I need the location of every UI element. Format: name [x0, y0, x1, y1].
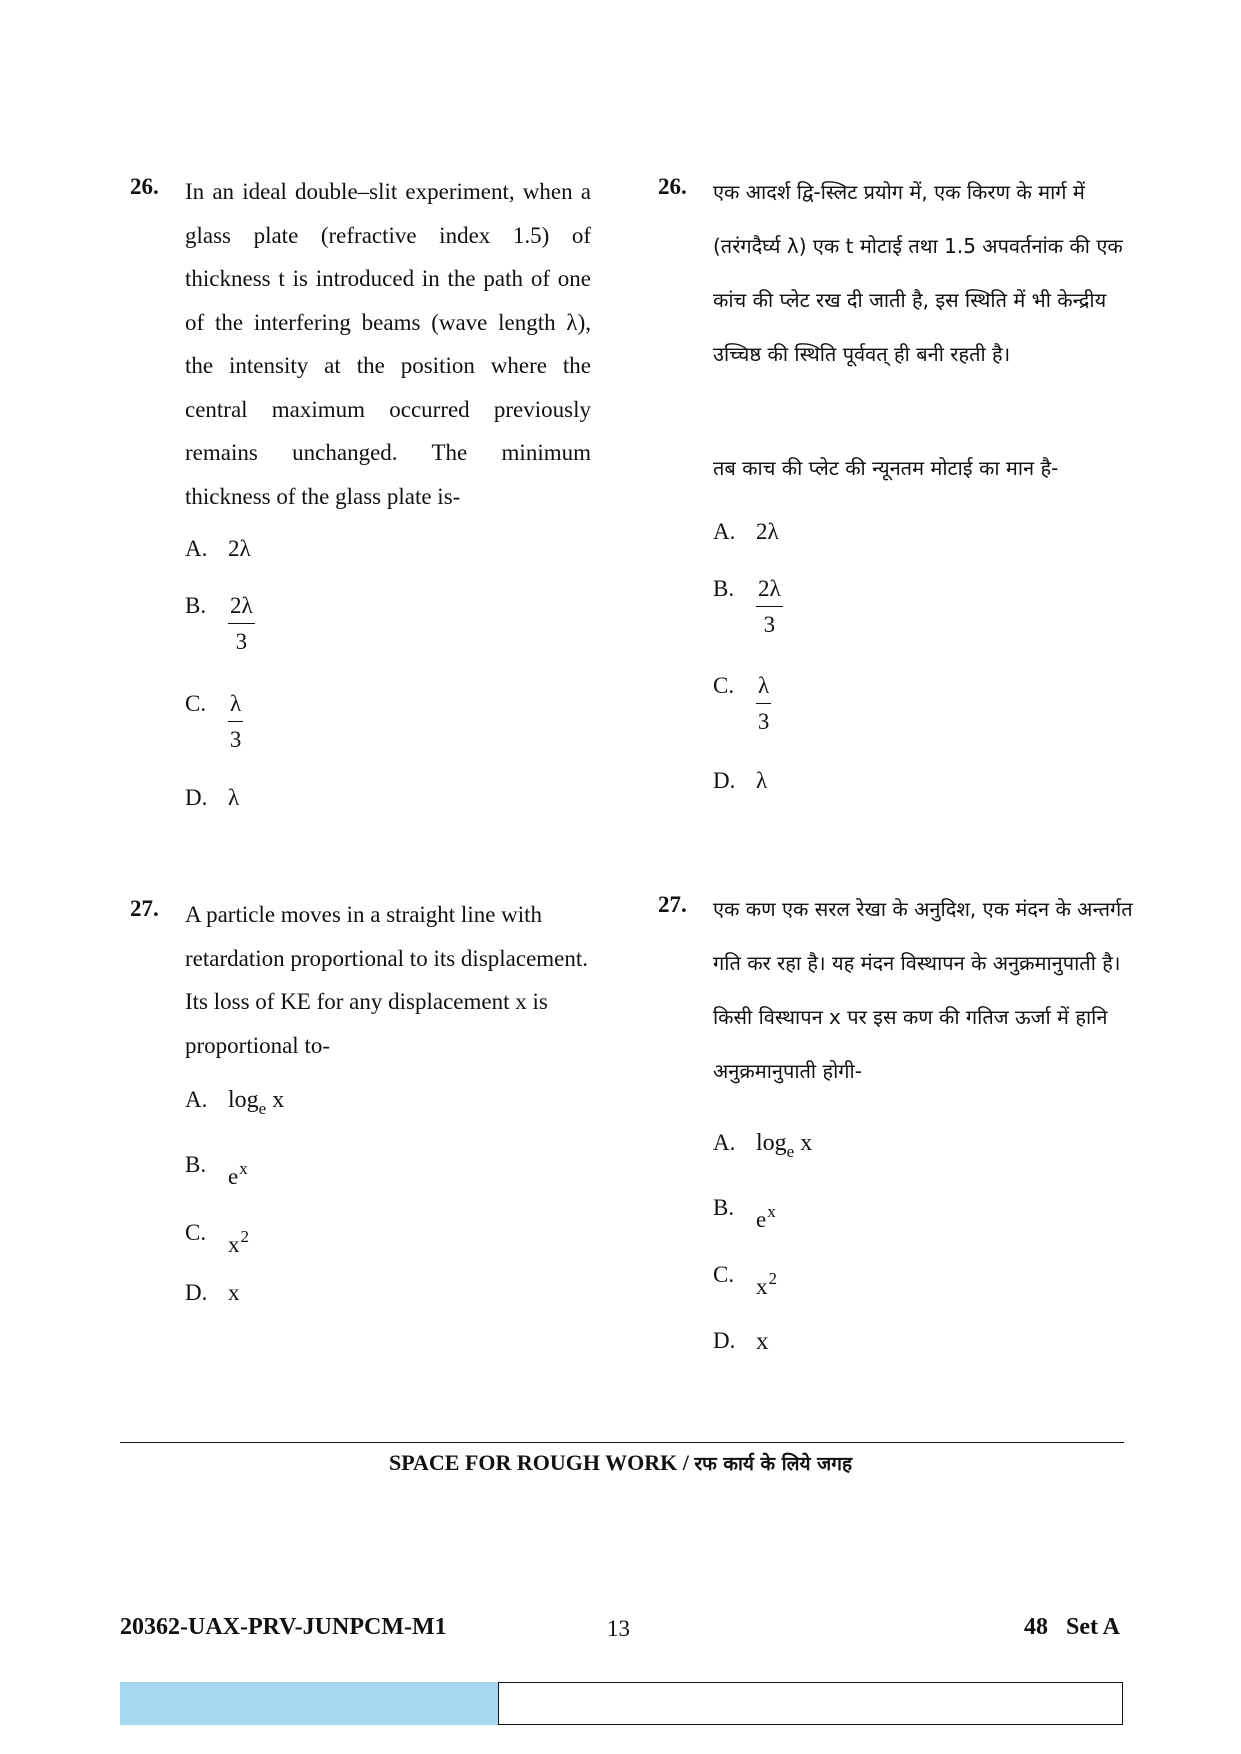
math-superscript: x	[239, 1159, 248, 1178]
option-value	[756, 1130, 813, 1161]
rough-work-hindi: रफ कार्य के लिये जगह	[694, 1453, 853, 1475]
option-value	[228, 1087, 285, 1118]
option-value: x	[756, 1328, 769, 1355]
option-label: D.	[713, 1328, 736, 1353]
option-label: A.	[713, 1130, 736, 1155]
set-label: 48 Set A	[1024, 1614, 1120, 1640]
page-number: 13	[607, 1616, 630, 1641]
fraction	[228, 691, 243, 753]
fraction-numerator: 2λ	[228, 593, 255, 624]
option-label: A.	[185, 536, 208, 561]
math-base: e	[756, 1207, 767, 1232]
math-superscript: 2	[768, 1269, 777, 1288]
paper-code: 20362-UAX-PRV-JUNPCM-M1	[120, 1614, 447, 1640]
option-label: C.	[185, 1220, 207, 1245]
fraction-denominator: 3	[763, 612, 776, 637]
option-label: B.	[713, 1195, 735, 1220]
question-text: एक आदर्श द्वि-स्लिट प्रयोग में, एक किरण के मार्ग में (तरंगदैर्घ्य λ) एक t मोटाई तथा 1.5 अपवर्तनांक की एक कांच की प्लेट रख दी जाती है, इस स्थिति में भी केन्द्रीय उच्चिष्ठ की स्थिति पूर्ववत् ही बनी रहती है।	[713, 180, 1123, 366]
rough-work-english: SPACE FOR ROUGH WORK /	[388, 1450, 689, 1475]
question-text-continued: तब काच की प्लेट की न्यूनतम मोटाई का मान है-	[713, 456, 1059, 480]
option-value: λ	[228, 785, 240, 810]
math-base: log	[228, 1087, 259, 1113]
fraction	[756, 576, 783, 638]
option-value	[756, 1269, 777, 1300]
fraction-numerator: 2λ	[756, 576, 783, 607]
option-value: λ	[756, 768, 768, 793]
option-value: x	[228, 1280, 240, 1305]
math-base: log	[756, 1130, 787, 1156]
question-text: A particle moves in a straight line with retardation proportional to its displacement. Its loss of KE for any displacement x is proportional to-	[185, 902, 589, 1058]
question-number: 26.	[658, 174, 687, 199]
fraction-denominator: 3	[235, 629, 248, 654]
option-value	[228, 1159, 248, 1190]
math-variable: x	[266, 1087, 285, 1113]
fraction-numerator: λ	[228, 691, 243, 722]
fraction-denominator: 3	[229, 727, 242, 752]
math-variable: x	[794, 1130, 813, 1156]
option-value	[228, 1227, 249, 1258]
fraction-denominator: 3	[757, 709, 770, 734]
question-number: 27.	[658, 892, 687, 917]
option-label: C.	[713, 673, 735, 698]
fraction	[756, 673, 771, 735]
option-label: A.	[713, 519, 736, 544]
fraction	[228, 593, 255, 655]
answer-box	[498, 1682, 1123, 1725]
question-number: 27.	[130, 896, 159, 921]
rough-work-divider	[120, 1442, 1124, 1443]
math-base: x	[228, 1232, 240, 1257]
question-text: In an ideal double–slit experiment, when a glass plate (refractive index 1.5) of thickness t is introduced in the path of one of the interfering beams (wave length λ), the intensity at the position where the central maximum occurred previously remains unchanged. The minimum thickness of the glass plate is-	[185, 179, 591, 509]
math-base: e	[228, 1164, 239, 1189]
option-label: B.	[185, 1152, 207, 1177]
math-superscript: 2	[240, 1227, 249, 1246]
fraction-numerator: λ	[756, 673, 771, 704]
option-label: D.	[185, 785, 208, 810]
question-text: एक कण एक सरल रेखा के अनुदिश, एक मंदन के अन्तर्गत गति कर रहा है। यह मंदन विस्थापन के अनुक्रमानुपाती है। किसी विस्थापन x पर इस कण की गतिज ऊर्जा में हानि अनुक्रमानुपाती होगी-	[713, 897, 1133, 1083]
option-value: 2λ	[756, 519, 779, 544]
question-number: 26.	[130, 174, 159, 199]
option-value	[756, 1202, 776, 1233]
math-base: x	[756, 1274, 768, 1299]
option-label: C.	[185, 691, 207, 716]
option-label: C.	[713, 1262, 735, 1287]
option-label: D.	[713, 768, 736, 793]
option-label: B.	[713, 576, 735, 601]
math-superscript: x	[767, 1202, 776, 1221]
math-subscript: e	[258, 1099, 267, 1118]
option-value: 2λ	[228, 536, 251, 561]
option-label: D.	[185, 1280, 208, 1305]
option-label: B.	[185, 593, 207, 618]
math-subscript: e	[786, 1142, 795, 1161]
color-band	[120, 1682, 498, 1725]
rough-work-heading	[0, 1450, 1241, 1476]
option-label: A.	[185, 1087, 208, 1112]
